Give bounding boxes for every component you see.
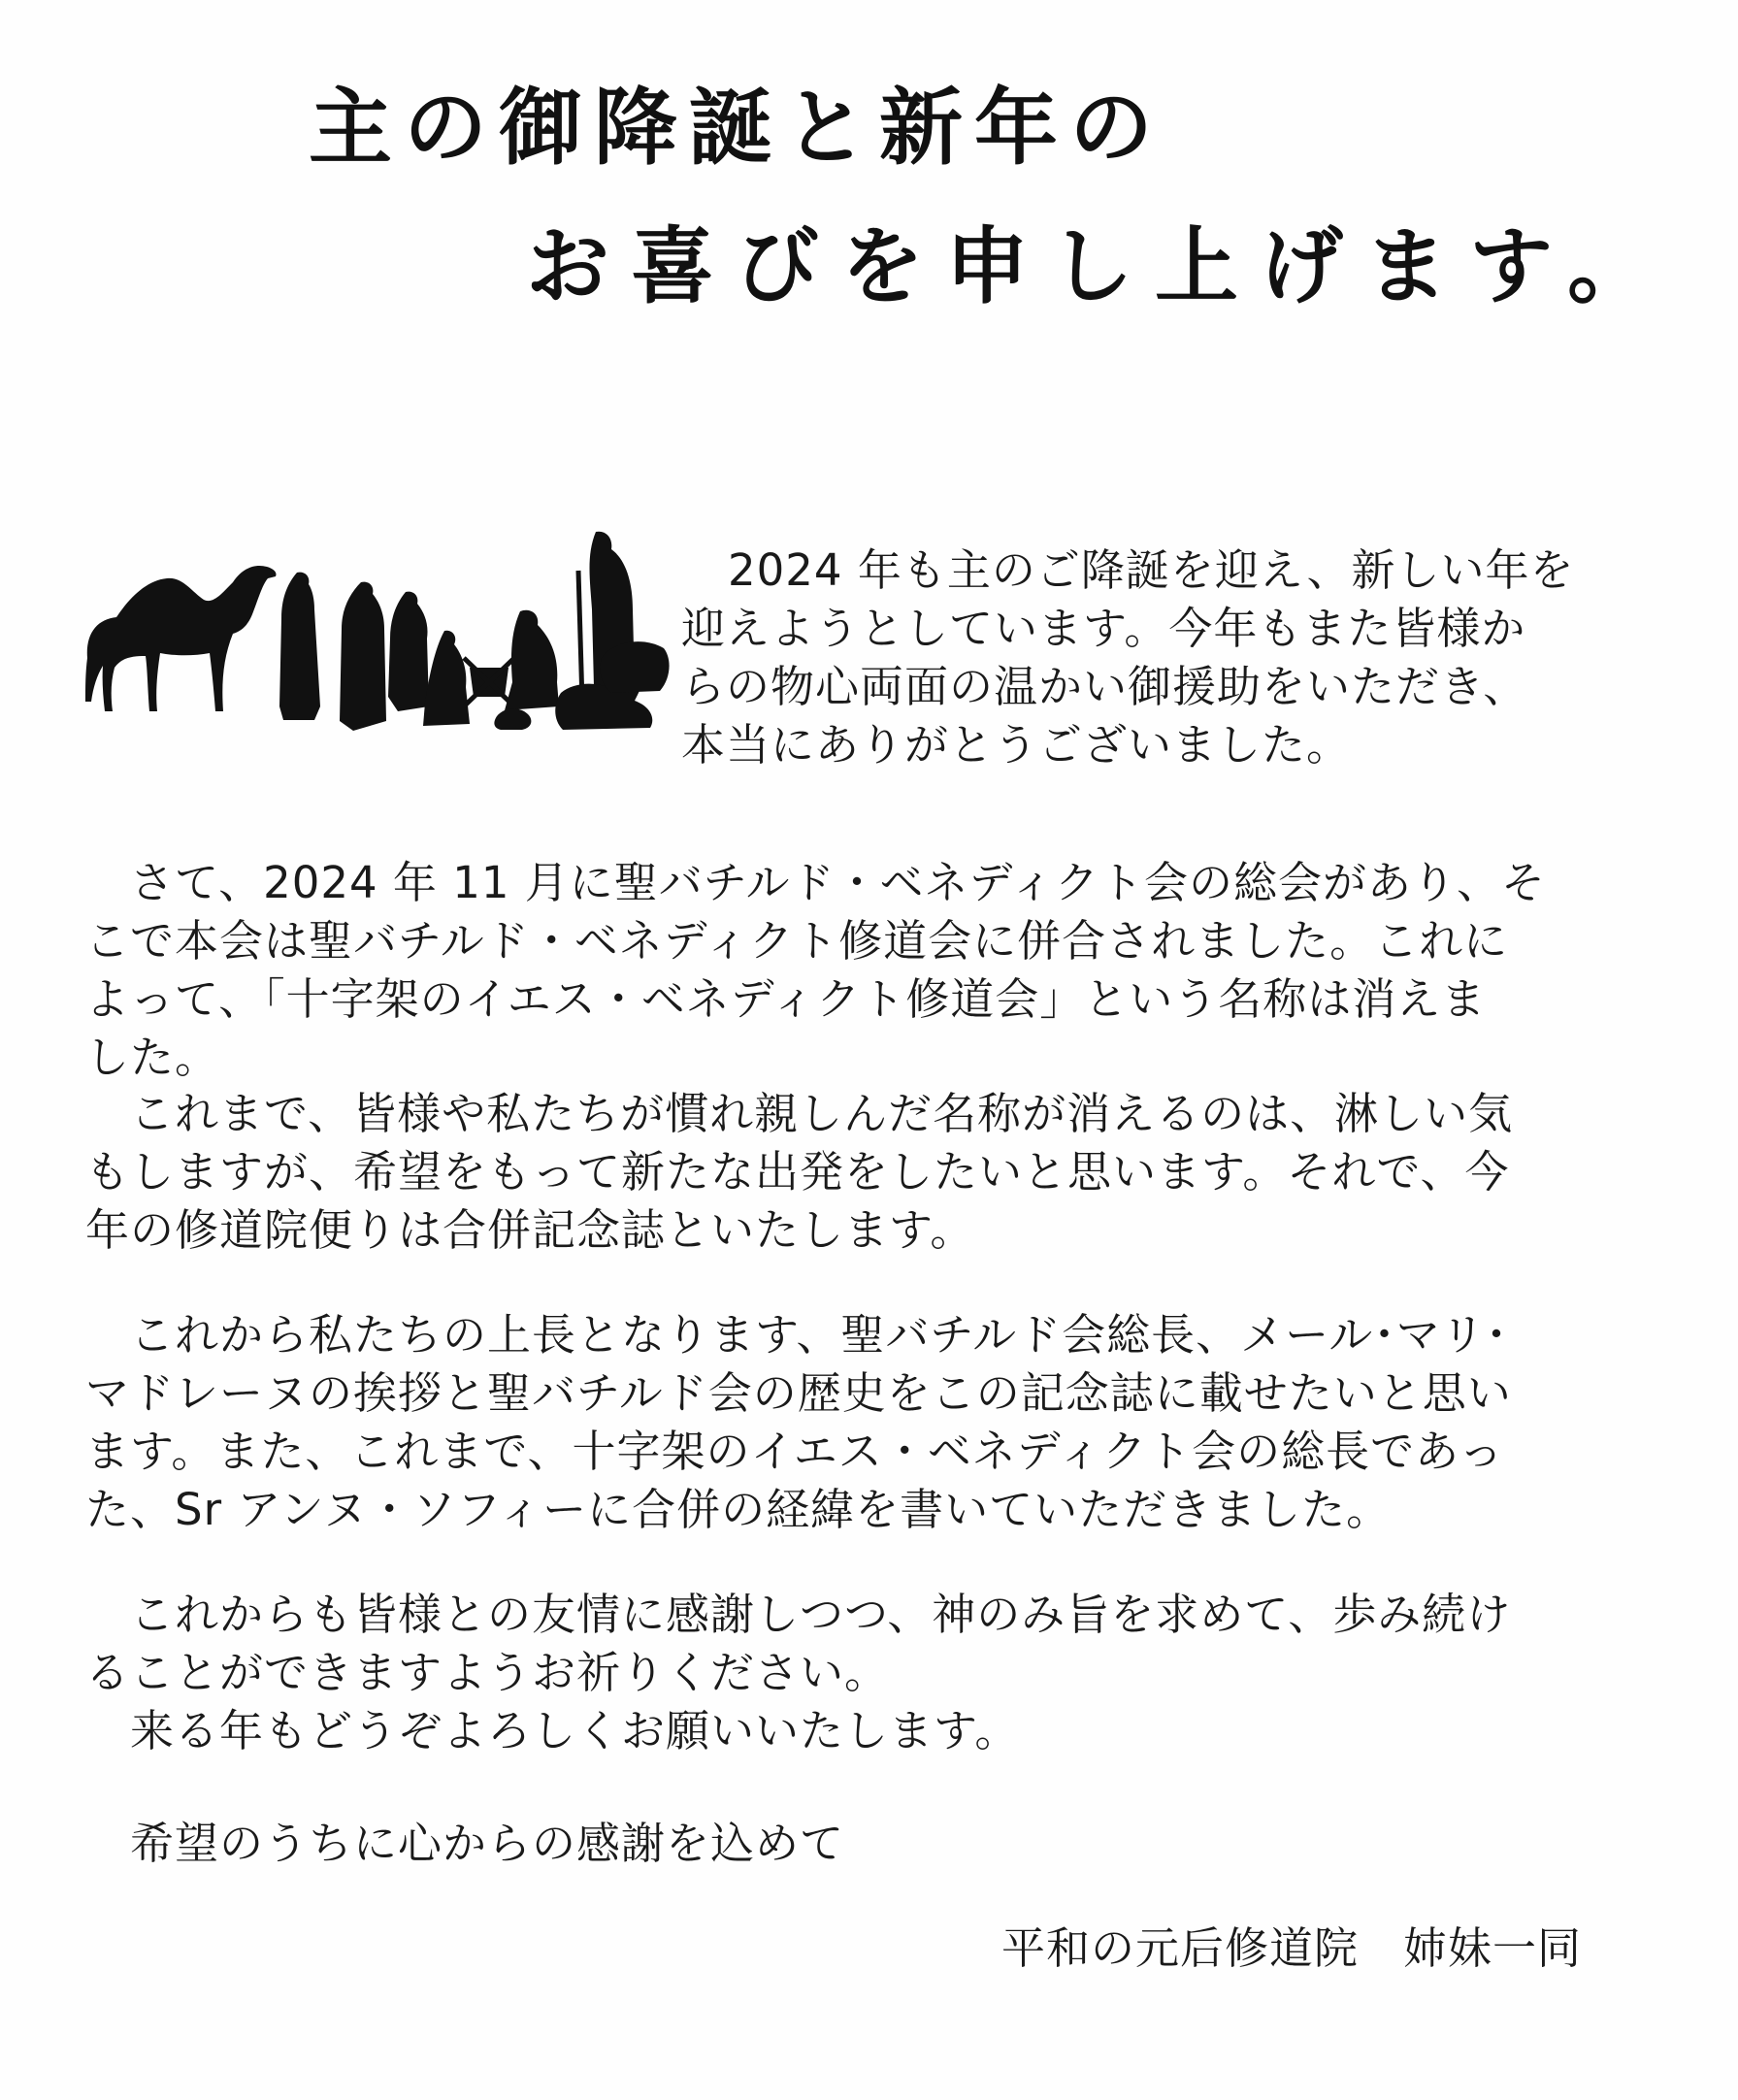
intro-line: 迎えようとしています。今年もまた皆様か	[681, 603, 1526, 654]
body-line: こで本会は聖バチルド・ベネディクト修道会に併合されました。これに	[85, 915, 1509, 967]
closing-line	[85, 1815, 1638, 1873]
nativity-silhouette-icon	[78, 512, 670, 745]
magi-figure-icon	[388, 592, 429, 711]
body-line: もしますが、希望をもって新たな出発をしたいと思います。それで、今	[85, 1146, 1510, 1198]
body-paragraph	[85, 1085, 1638, 1260]
body-line: さて、2024 年 11 月に聖バチルド・ベネディクト会の総会があり、そ	[85, 857, 1546, 908]
body-line: た、Sr アンヌ・ソフィーに合併の経緯を書いていただきました。	[85, 1484, 1392, 1535]
body-line: これまで、皆様や私たちが慣れ親しんだ名称が消えるのは、淋しい気	[85, 1088, 1514, 1139]
intro-line: らの物心両面の温かい御援助をいただき、	[681, 661, 1528, 712]
intro-line: 本当にありがとうございました。	[681, 719, 1352, 771]
mary-figure-icon	[505, 610, 559, 710]
magi-figure-icon	[340, 582, 386, 731]
kneeling-figure-icon	[423, 631, 470, 726]
lamb-icon	[494, 708, 531, 730]
signature: 平和の元后修道院 姉妹一同	[1001, 1922, 1583, 1974]
camel-icon	[85, 566, 277, 711]
body-paragraph	[85, 1306, 1638, 1539]
body-line: これから私たちの上長となります、聖バチルド会総長、メール･マリ･	[85, 1309, 1509, 1361]
body-paragraph	[85, 1586, 1638, 1760]
body-line: ます。また、これまで、十字架のイエス・ベネディクト会の総長であっ	[85, 1426, 1504, 1477]
headline-line-2: お喜びを申し上げます。	[526, 217, 1673, 315]
body-paragraph	[85, 854, 1638, 1087]
body-line: 年の修道院便りは合併記念誌といたします。	[85, 1204, 975, 1256]
body-line: マドレーヌの挨拶と聖バチルド会の歴史をこの記念誌に載せたいと思い	[85, 1367, 1512, 1419]
intro-paragraph	[681, 541, 1642, 774]
body-line: よって、「十字架のイエス・ベネディクト修道会」という名称は消えま	[85, 973, 1487, 1025]
magi-figure-icon	[279, 573, 320, 720]
ox-icon	[600, 641, 669, 693]
body-line: 希望のうちに心からの感謝を込めて	[85, 1818, 845, 1869]
headline-line-1: 主の御降誕と新年の	[309, 79, 1164, 177]
body-line: 来る年もどうぞよろしくお願いいたします。	[85, 1705, 1020, 1756]
body-line: ることができますようお祈りください。	[85, 1647, 890, 1698]
body-line: した。	[85, 1032, 220, 1083]
body-line: これからも皆様との友情に感謝しつつ、神のみ旨を求めて、歩み続け	[85, 1589, 1512, 1640]
intro-line: 2024 年も主のご降誕を迎え、新しい年を	[728, 544, 1575, 596]
